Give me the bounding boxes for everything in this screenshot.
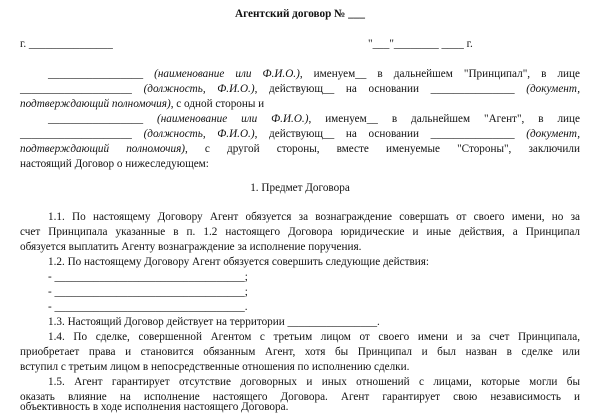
party1-line2: ____________________ (должность, Ф.И.О.), действующ__ на основании _______________ (документ, — [20, 83, 580, 95]
party2-line3: подтверждающий полномочия), с другой стороны, вместе именуемые "Стороны", заключили — [20, 143, 580, 155]
clause-1-1-line2: счет Принципала указанные в п. 1.2 настоящего Договора юридические и иные действия, а Принципал — [20, 226, 580, 238]
clause-1-3: 1.3. Настоящий Договор действует на территории ________________. — [48, 316, 380, 328]
party2-line4: настоящий Договор о нижеследующем: — [20, 158, 209, 170]
clause-1-1-line3: обязуется выплатить Агенту вознаграждение за исполнение поручения. — [20, 241, 362, 253]
clause-1-2: 1.2. По настоящему Договору Агент обязуется совершить следующие действия: — [48, 256, 430, 268]
party2-line1: _________________ (наименование или Ф.И.О.), именуем__ в дальнейшем "Агент", в лице — [48, 113, 580, 125]
clause-1-4-line2: приобретает права и становится обязанным Агент, хотя бы Принципал и был назван в сделке или — [20, 346, 580, 358]
date-field: "___"________ ____ г. — [368, 38, 473, 50]
action-bullet: - __________________________________. — [48, 301, 248, 313]
action-bullet: - __________________________________; — [48, 271, 248, 283]
clause-1-5-line2: оказать влияние на исполнение настоящего Договора. Агент гарантирует свою независимость и — [20, 391, 580, 403]
city-field: г. _______________ — [20, 38, 113, 50]
clause-1-4-line3: вступил с третьим лицом в непосредственные отношения по исполнению сделки. — [20, 361, 410, 373]
document-title: Агентский договор № ___ — [235, 8, 365, 20]
clause-1-5-line3: объективность в ходе исполнения настоящего Договора. — [20, 401, 289, 413]
party1-line1: _________________ (наименование или Ф.И.О.), именуем__ в дальнейшем "Принципал", в лице — [48, 68, 580, 80]
header-line — [20, 37, 580, 52]
clause-1-1-line1: 1.1. По настоящему Договору Агент обязуется за вознаграждение совершать от своего имени, но за — [48, 211, 580, 223]
action-bullet: - __________________________________; — [48, 286, 248, 298]
clause-1-4-line1: 1.4. По сделке, совершенной Агентом с третьим лицом от своего имени и за счет Принципала, — [48, 331, 580, 343]
party1-line3: подтверждающий полномочия), с одной стороны и — [20, 98, 265, 110]
clause-1-5-line1: 1.5. Агент гарантирует отсутствие договорных и иных отношений с лицами, которые могли бы — [48, 376, 580, 388]
section1-heading: 1. Предмет Договора — [250, 182, 350, 194]
party2-line2: ____________________ (должность, Ф.И.О.), действующ__ на основании _______________ (документ, — [20, 128, 580, 140]
